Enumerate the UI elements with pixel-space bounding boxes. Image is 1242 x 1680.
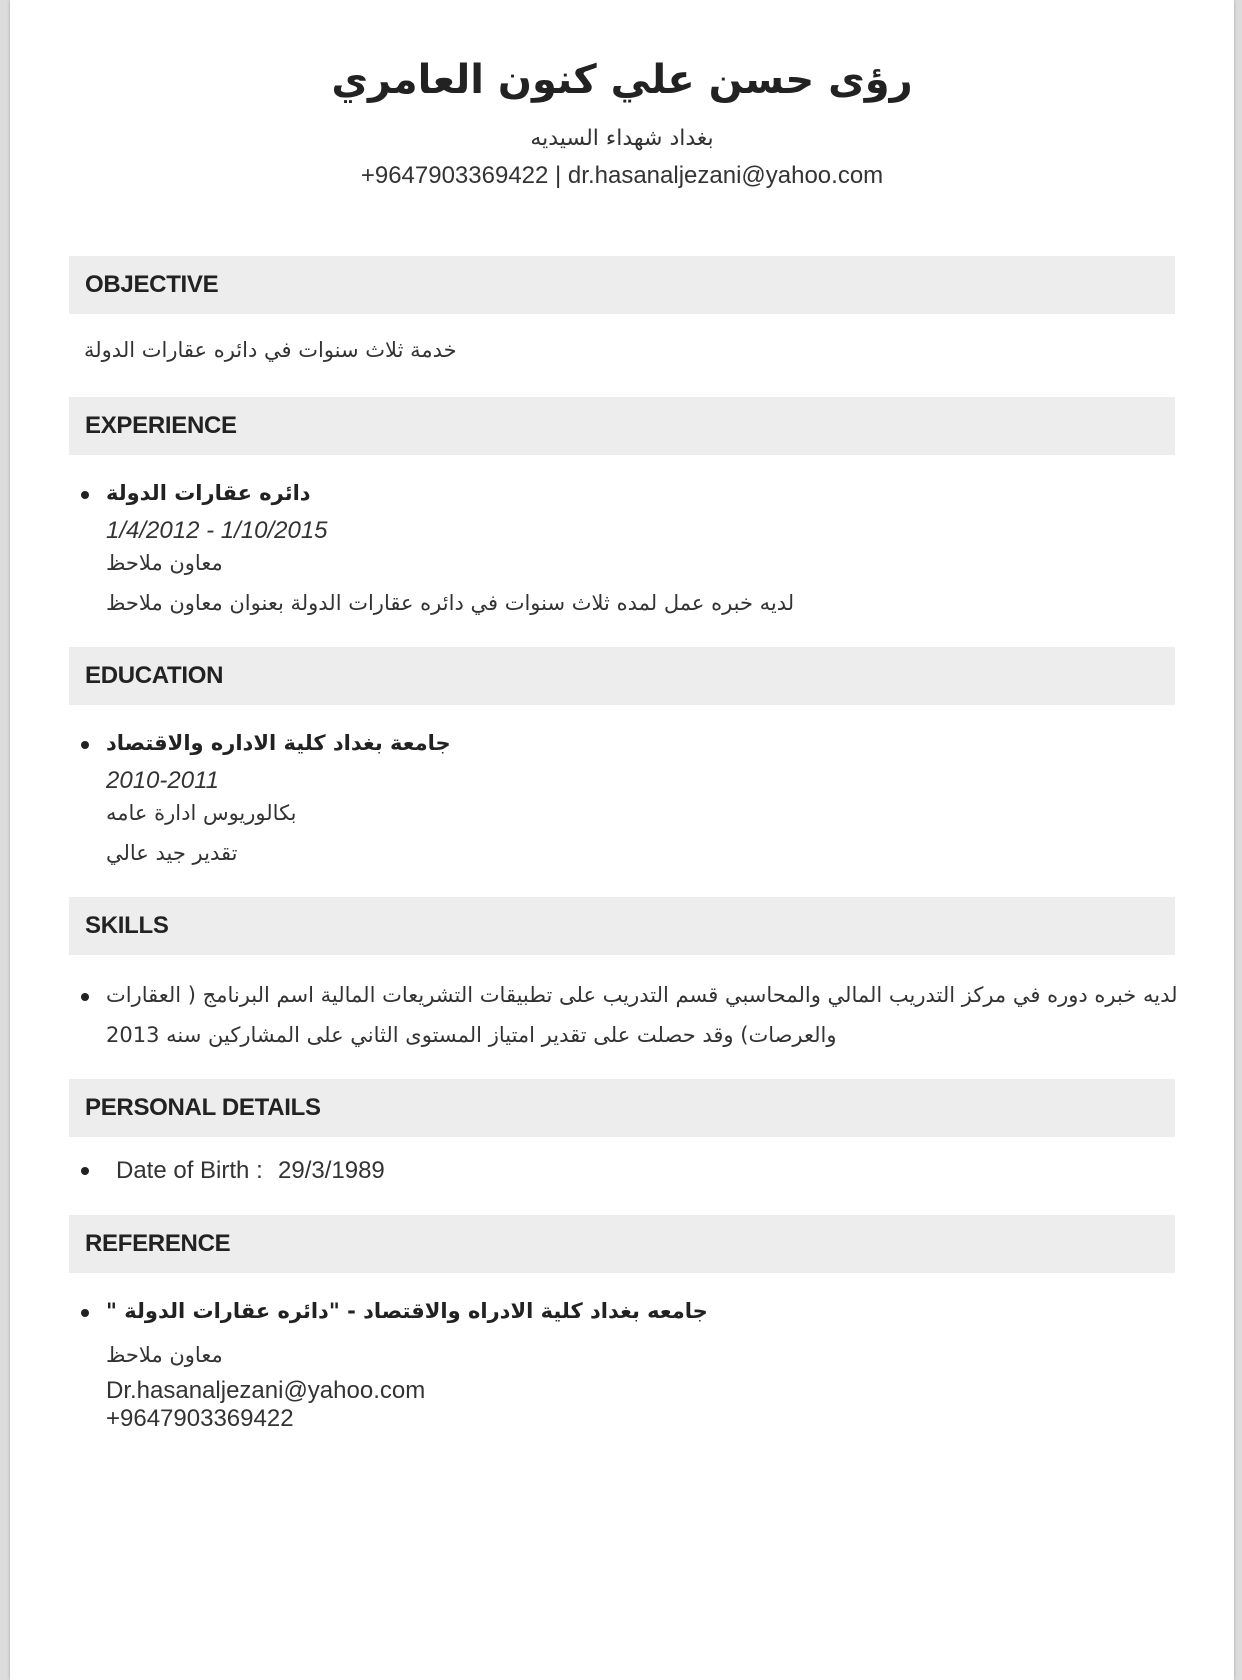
resume-page — [10, 0, 1234, 1680]
skills-heading — [69, 897, 1175, 955]
education-grade: تقدير جيد عالي — [106, 841, 238, 865]
education-school: جامعة بغداد كلية الاداره والاقتصاد — [106, 731, 451, 755]
objective-heading — [69, 256, 1175, 314]
skills-title: SKILLS — [85, 912, 169, 939]
dob-value: 29/3/1989 — [278, 1157, 385, 1184]
bullet-icon — [81, 993, 89, 1001]
experience-dates: 1/4/2012 - 1/10/2015 — [106, 517, 328, 544]
experience-heading — [69, 397, 1175, 455]
personal-title: PERSONAL DETAILS — [85, 1094, 321, 1121]
reference-heading — [69, 1215, 1175, 1273]
candidate-name: رؤى حسن علي كنون العامري — [331, 57, 913, 103]
bullet-icon — [81, 1309, 89, 1317]
experience-description: لديه خبره عمل لمده ثلاث سنوات في دائره عقارات الدولة بعنوان معاون ملاحظ — [106, 591, 795, 615]
dob-label: Date of Birth : — [116, 1157, 263, 1184]
reference-email: Dr.hasanaljezani@yahoo.com — [106, 1377, 426, 1404]
education-degree: بكالوريوس ادارة عامه — [106, 801, 297, 825]
objective-text: خدمة ثلاث سنوات في دائره عقارات الدولة — [84, 338, 457, 362]
education-heading — [69, 647, 1175, 705]
education-title: EDUCATION — [85, 662, 224, 689]
education-dates: 2010-2011 — [106, 767, 219, 794]
bullet-icon — [81, 741, 89, 749]
candidate-contact: +9647903369422 | dr.hasanaljezani@yahoo.com — [360, 162, 884, 189]
reference-title: REFERENCE — [85, 1230, 231, 1257]
reference-phone: +9647903369422 — [106, 1405, 294, 1432]
skills-line-1: لديه خبره دوره في مركز التدريب المالي والمحاسبي قسم التدريب على تطبيقات التشريعات المالية اسم البرنامج ( العقارات — [106, 983, 1178, 1007]
experience-title: EXPERIENCE — [85, 412, 237, 439]
reference-role: معاون ملاحظ — [106, 1343, 223, 1367]
personal-heading — [69, 1079, 1175, 1137]
resume-header — [10, 52, 1234, 192]
objective-title: OBJECTIVE — [85, 271, 219, 298]
experience-role: معاون ملاحظ — [106, 551, 223, 575]
skills-line-2: والعرصات) وقد حصلت على تقدير امتياز المستوى الثاني على المشاركين سنه 2013 — [106, 1023, 837, 1047]
experience-org: دائره عقارات الدولة — [106, 481, 311, 505]
reference-org: " جامعه بغداد كلية الادراه والاقتصاد - "دائره عقارات الدولة — [106, 1299, 708, 1323]
candidate-address: بغداد شهداء السيديه — [530, 126, 714, 151]
bullet-icon — [81, 1167, 89, 1175]
bullet-icon — [81, 491, 89, 499]
